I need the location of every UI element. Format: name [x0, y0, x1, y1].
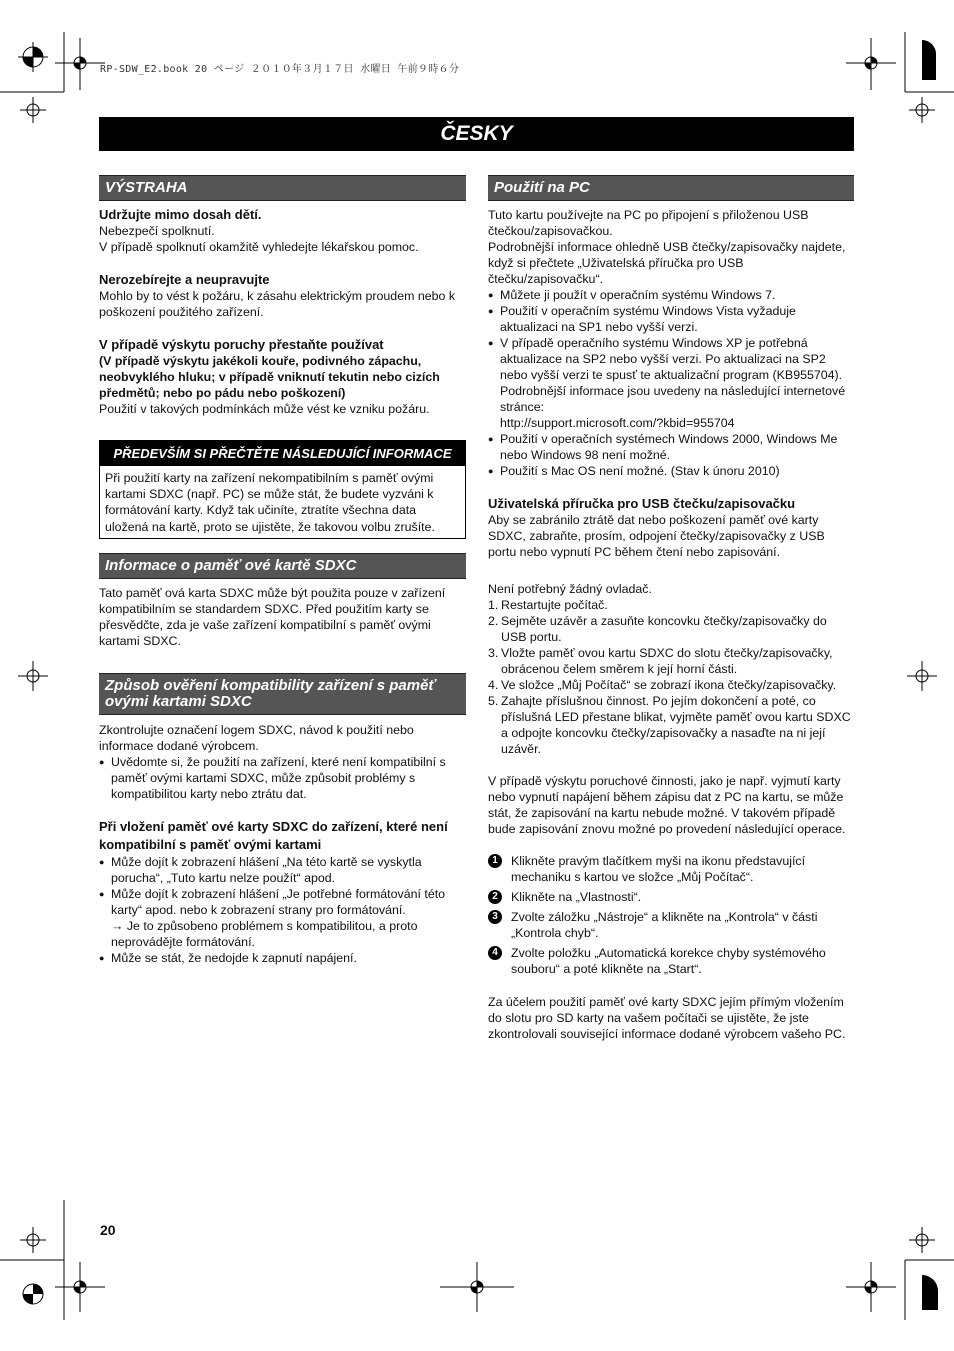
section-heading-vystraha: VÝSTRAHA	[99, 175, 466, 201]
print-header: RP-SDW_E2.book 20 ページ ２０１０年３月１７日 水曜日 午前９時６分	[100, 64, 460, 75]
compat-sub-bullet: ● Může se stát, že nedojde k zapnutí napájení.	[99, 950, 466, 966]
page-title: ČESKY	[99, 117, 854, 151]
manual-step: 1. Restartujte počítač.	[488, 598, 608, 612]
left-column	[99, 175, 466, 966]
warning-text: Mohlo by to vést k požáru, k zásahu elektrickým proudem nebo k poškození použitého zařízení.	[99, 289, 456, 319]
manual-malfunction-text: V případě výskytu poruchové činnosti, jako je např. vyjmutí karty nebo vypnutí napájení během zápisu dat z PC na kartu, se může stát, že zapisování na kartu nebude možné. V takovém případě bude zapisování znovu možné po provedení následující operace.	[488, 774, 846, 836]
pc-bullet: ● Můžete ji použít v operačním systému Windows 7.	[488, 287, 854, 303]
pc-intro: Tuto kartu používejte na PC po připojení s přiloženou USB čtečkou/zapisovačkou.	[488, 208, 809, 238]
warning-text: Použití v takových podmínkách může vést ke vzniku požáru.	[99, 402, 430, 416]
pc-bullet: ● Použití v operačním systému Windows Vista vyžaduje aktualizaci na SP1 nebo vyšší verzi.	[488, 303, 854, 335]
manual-step: 4. Ve složce „Můj Počítač“ se zobrazí ikona čtečky/zapisovačky.	[488, 678, 837, 692]
important-info-text: Při použití karty na zařízení nekompatibilním s paměť ovými kartami SDXC (např. PC) se může stát, že budete vyzváni k formátování karty. Když tak učiníte, ztratíte všechna data uložená na kartě, proto se ujistěte, že takovou volbu zrušíte.	[105, 471, 435, 534]
manual-closing-text: Za účelem použití paměť ové karty SDXC jejím přímým vložením do slotu pro SD karty na vašem počítači se ujistěte, že jste zkontrolovali související informace dodané výrobcem vašeho PC.	[488, 995, 846, 1041]
warning-title-disassemble: Nerozebírejte a neupravujte	[99, 272, 270, 287]
compat-arrow-note: → Je to způsobeno problémem s kompatibilitou, a proto neprovádějte formátování.	[111, 918, 418, 949]
pc-bullet: ● V případě operačního systému Windows XP je potřebná aktualizace na SP2 nebo vyšší verzi. Po aktualizaci na SP2 nebo vyšší verzi te spusť te aktualizační program (KB955704). Podrobnější informace jsou uvedeny na následující internetové stránce:	[488, 335, 854, 415]
compat-sub-bullet: ● Může dojít k zobrazení hlášení „Je potřebné formátování této karty“ apod. nebo k zobrazení strany pro formátování.	[99, 886, 466, 918]
compat-intro: Zkontrolujte označení logem SDXC, návod k použití nebo informace dodané výrobcem.	[99, 722, 414, 753]
manual-step: 2. Sejměte uzávěr a zasuňte koncovku čtečky/zapisovačky do USB portu.	[488, 614, 827, 644]
manual-circle-step: 2 Klikněte na „Vlastnosti“.	[488, 889, 854, 905]
important-info-box	[99, 440, 466, 539]
section-heading-compatibility: Způsob ověření kompatibility zařízení s paměť ovými kartami SDXC	[99, 673, 466, 715]
page-number: 20	[100, 1222, 116, 1238]
section-heading-sdxc-info: Informace o paměť ové kartě SDXC	[99, 553, 466, 579]
section-heading-pc: Použití na PC	[488, 175, 854, 201]
manual-circle-step: 1 Klikněte pravým tlačítkem myši na ikonu představující mechaniku s kartou ve složce „Můj Počítač“.	[488, 853, 854, 885]
manual-driver-note: Není potřebný žádný ovladač.	[488, 582, 652, 596]
compat-subheading: Při vložení paměť ové karty SDXC do zařízení, které není kompatibilní s paměť ovými kartami	[99, 818, 448, 852]
manual-circle-step: 3 Zvolte záložku „Nástroje“ a klikněte na „Kontrola“ v části „Kontrola chyb“.	[488, 909, 854, 941]
pc-bullet: ● Použití s Mac OS není možné. (Stav k únoru 2010)	[488, 463, 854, 479]
pc-bullet: ● Použití v operačních systémech Windows 2000, Windows Me nebo Windows 98 není možné.	[488, 431, 854, 463]
warning-text: V případě spolknutí okamžitě vyhledejte lékařskou pomoc.	[99, 240, 419, 254]
warning-title-children: Udržujte mimo dosah dětí.	[99, 207, 262, 222]
manual-circle-step: 4 Zvolte položku „Automatická korekce chyby systémového souboru“ a poté klikněte na „Start“.	[488, 945, 854, 977]
sdxc-info-text: Tato paměť ová karta SDXC může být použita pouze v zařízení kompatibilním se standardem SDXC. Před použitím karty se přesvědčte, zda je vaše zařízení kompatibilní s paměť ovými kartami SDXC.	[99, 585, 446, 648]
important-info-heading: PŘEDEVŠÍM SI PŘEČTĚTE NÁSLEDUJÍCÍ INFORMACE	[100, 441, 465, 466]
warning-text: Nebezpečí spolknutí.	[99, 224, 215, 238]
warning-title-malfunction: V případě výskytu poruchy přestaňte používat	[99, 337, 384, 352]
support-url[interactable]: http://support.microsoft.com/?kbid=955704	[500, 416, 735, 430]
compat-sub-bullet: ● Může dojít k zobrazení hlášení „Na této kartě se vyskytla porucha“, „Tuto kartu nelze použít“ apod.	[99, 854, 466, 886]
manual-step: 3. Vložte paměť ovou kartu SDXC do slotu čtečky/zapisovačky, obrácenou čelem směrem k její horní části.	[488, 646, 833, 676]
right-column	[488, 175, 854, 1042]
manual-text: Aby se zabránilo ztrátě dat nebo poškození paměť ové karty SDXC, zabraňte, prosím, odpojení čtečky/zapisovačky z USB portu nebo vypnutí PC během čtení nebo zapisování.	[488, 513, 825, 559]
compat-bullet: ● Uvědomte si, že použití na zařízení, které není kompatibilní s paměť ovými kartami SDXC, může způsobit problémy s kompatibilitou karty nebo ztrátu dat.	[99, 754, 466, 802]
manual-step: 5. Zahajte příslušnou činnost. Po jejím dokončení a poté, co příslušná LED přestane blikat, vyjměte paměť ovou kartu SDXC a odpojte koncovku čtečky/zapisovačky a nasaďte na ni její uzávěr.	[488, 694, 851, 756]
pc-details: Podrobnější informace ohledně USB čtečky/zapisovačky najdete, když si přečtete „Uživatelská příručka pro USB čtečku/zapisovačku“.	[488, 240, 846, 286]
warning-bold-text: (V případě výskytu jakékoli kouře, podivného zápachu, neobvyklého hluku; v případě vniknutí tekutin nebo cizích předmětů; nebo po pádu nebo poškození)	[99, 354, 440, 400]
manual-heading: Uživatelská příručka pro USB čtečku/zapisovačku	[488, 496, 796, 511]
